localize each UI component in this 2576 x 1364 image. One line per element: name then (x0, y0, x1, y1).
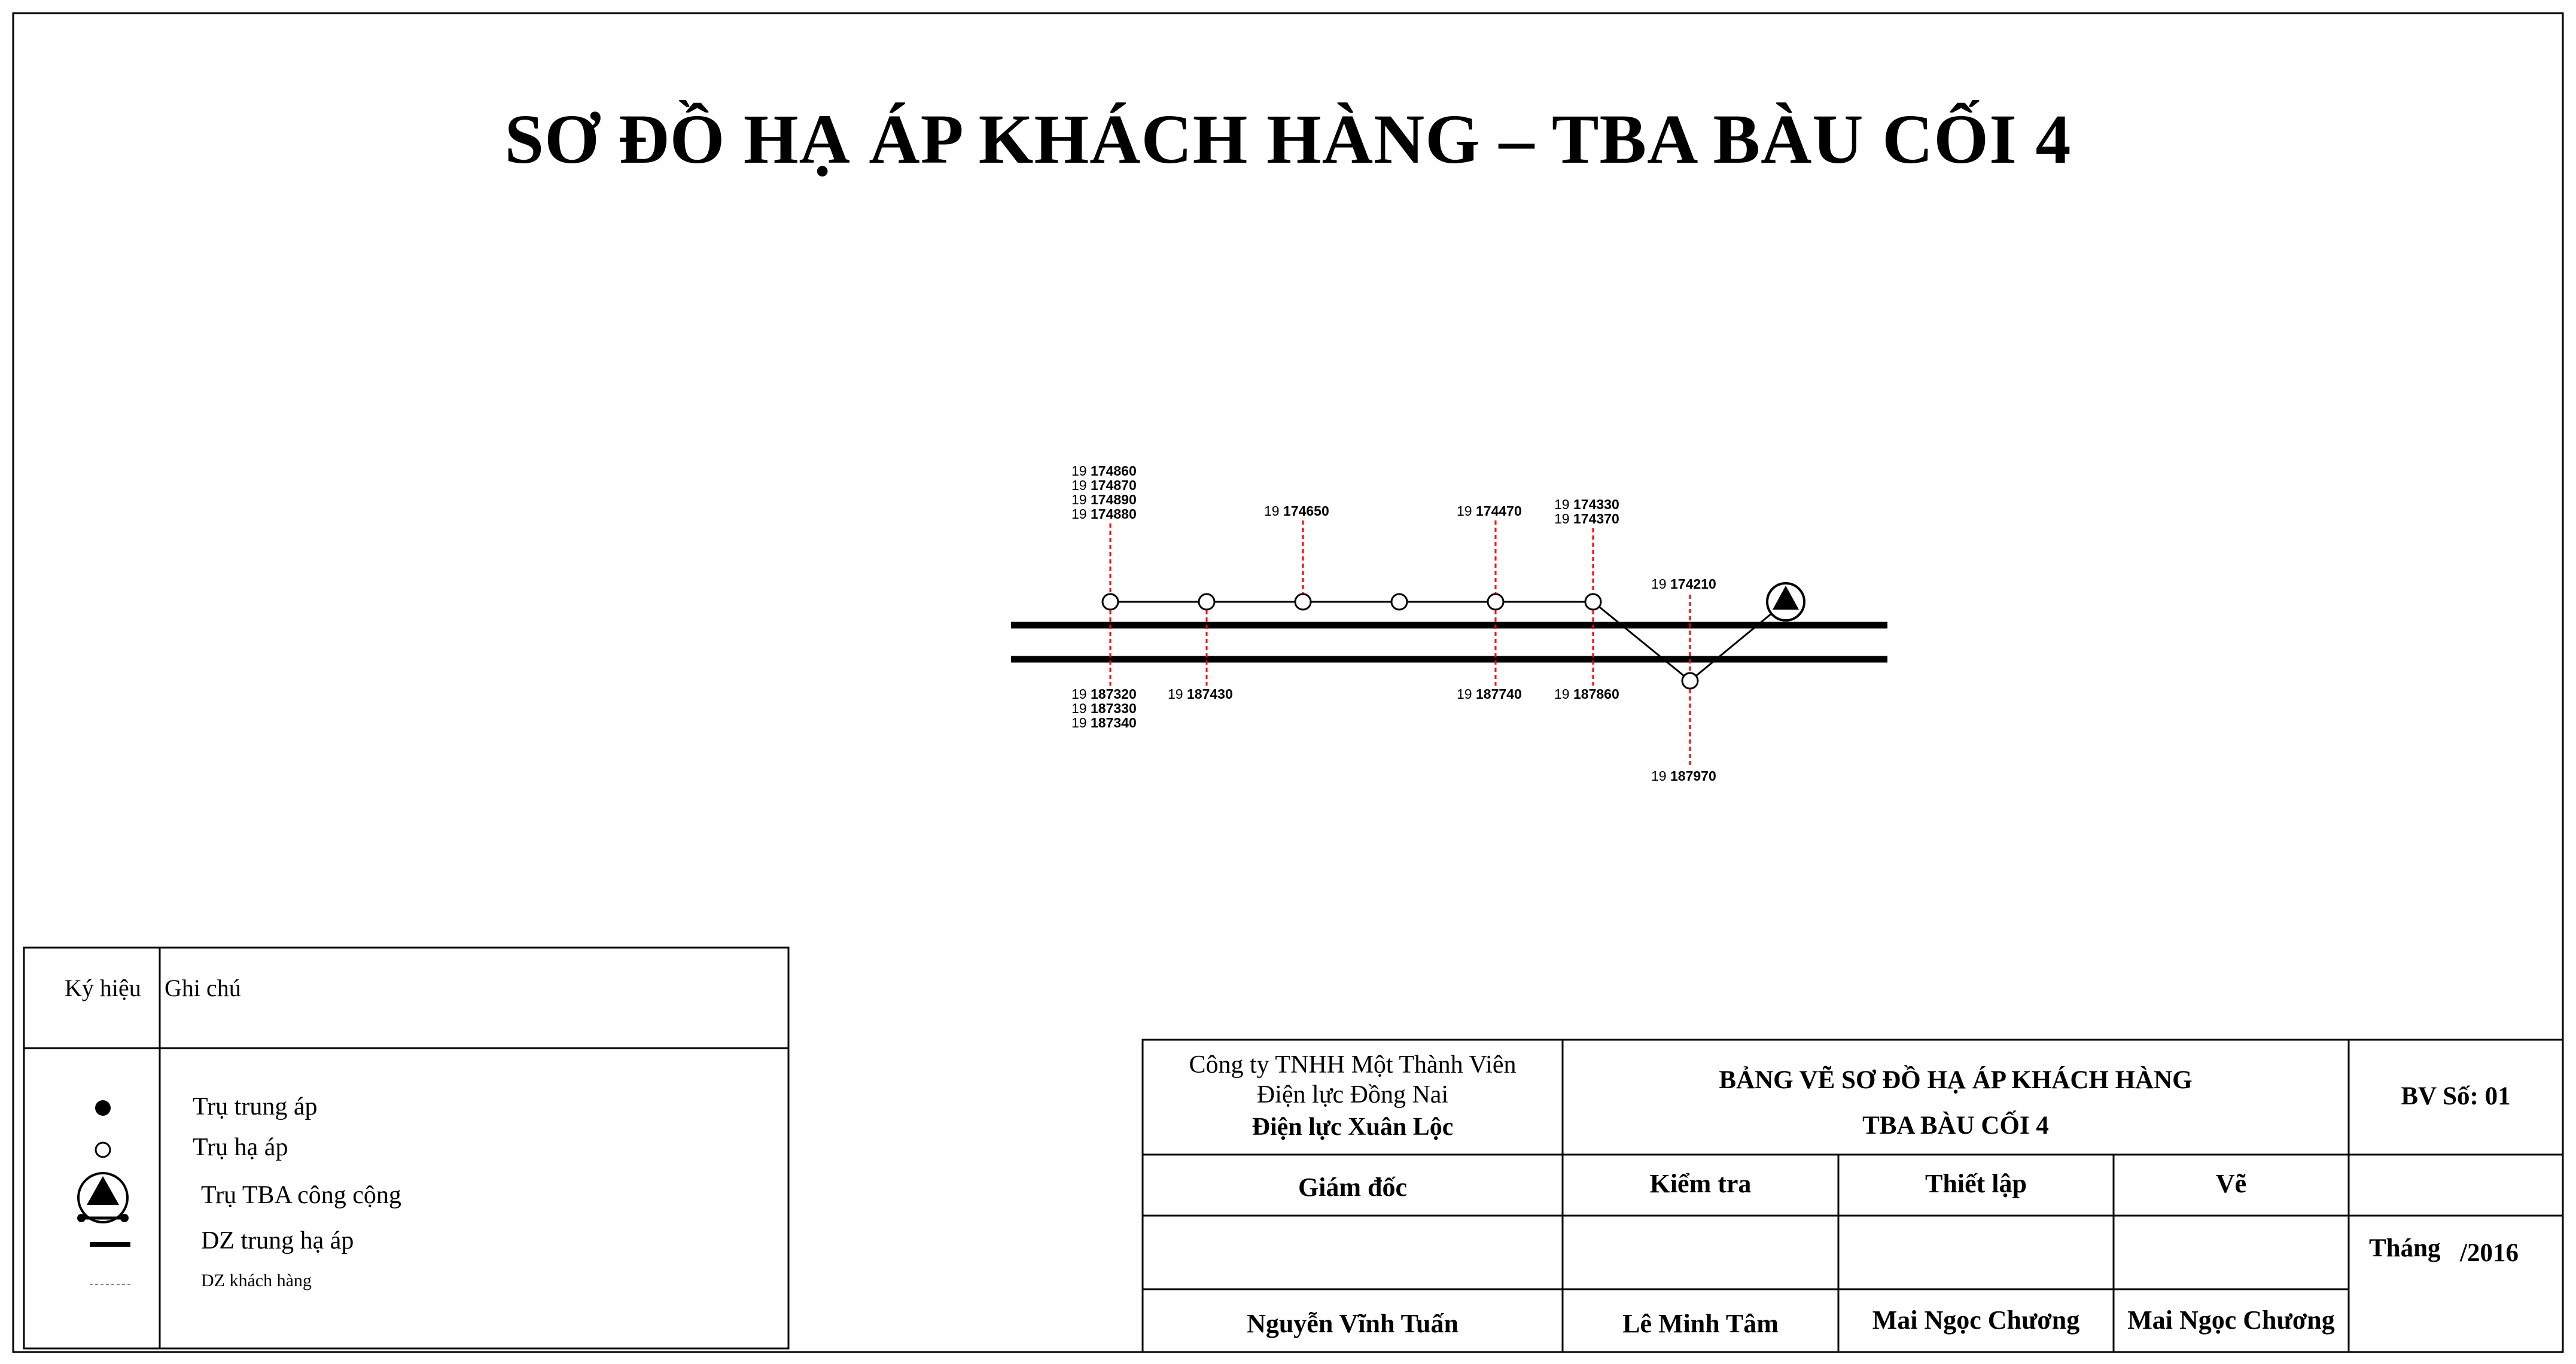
role-setup: Thiết lập (1925, 1168, 2027, 1198)
lower-code-p1-1: 19 187330 (1071, 701, 1137, 716)
legend-item-mv-pole: Trụ trung áp (193, 1093, 318, 1121)
lower-code-p5-0: 19 187740 (1457, 686, 1522, 702)
lv-pole-p6 (1585, 594, 1601, 610)
substation-legend-icon (77, 1173, 129, 1222)
filled-dot-icon (95, 1100, 111, 1116)
lower-code-p1-0: 19 187320 (1071, 686, 1137, 702)
legend-item-mv-lv-line: DZ trung hạ áp (201, 1227, 354, 1255)
legend-header-symbol: Ký hiệu (65, 975, 141, 1001)
lower-code-p2-0: 19 187430 (1168, 686, 1233, 702)
role-draw: Vẽ (2215, 1168, 2247, 1198)
date-month: Tháng (2369, 1234, 2441, 1262)
lv-pole-p2 (1199, 594, 1214, 610)
name-setup: Mai Ngọc Chương (1872, 1305, 2080, 1335)
substation-symbol (1767, 583, 1804, 620)
lower-code-p7-0: 19 187970 (1651, 768, 1716, 784)
name-draw: Mai Ngọc Chương (2127, 1305, 2335, 1335)
upper-code-p1-2: 19 174890 (1071, 492, 1137, 507)
legend-item-substation: Trụ TBA công cộng (201, 1182, 401, 1209)
drawing-title-line2: TBA BÀU CỐI 4 (1862, 1111, 2049, 1140)
date-year: /2016 (2460, 1239, 2519, 1267)
page-title: SƠ ĐỒ HẠ ÁP KHÁCH HÀNG – TBA BÀU CỐI 4 (504, 100, 2072, 178)
upper-code-p3-0: 19 174650 (1264, 503, 1329, 519)
name-check: Lê Minh Tâm (1622, 1308, 1779, 1338)
legend-item-lv-pole: Trụ hạ áp (193, 1134, 288, 1161)
upper-code-p1-0: 19 174860 (1071, 463, 1137, 479)
role-director: Giám đốc (1298, 1172, 1408, 1202)
role-check: Kiểm tra (1649, 1168, 1752, 1198)
name-director: Nguyễn Vĩnh Tuấn (1247, 1308, 1458, 1338)
lower-code-p1-2: 19 187340 (1071, 715, 1137, 730)
legend-item-customer-line: DZ khách hàng (201, 1271, 312, 1290)
company-name: Công ty TNHH Một Thành Viên (1189, 1051, 1517, 1079)
upper-code-p5-0: 19 174470 (1457, 503, 1522, 519)
company-branch: Điện lực Đồng Nai (1256, 1081, 1449, 1109)
legend-table (24, 948, 788, 1348)
drawing-title-line1: BẢNG VẼ SƠ ĐỒ HẠ ÁP KHÁCH HÀNG (1719, 1065, 2193, 1094)
upper-code-p6-0: 19 174330 (1554, 497, 1619, 512)
upper-code-p1-3: 19 174880 (1071, 506, 1137, 522)
upper-code-p1-1: 19 174870 (1071, 477, 1137, 493)
hollow-dot-icon (96, 1143, 110, 1157)
lv-pole-p1 (1103, 594, 1118, 610)
lv-line (1110, 602, 1786, 681)
upper-code-p7-0: 19 174210 (1651, 576, 1716, 592)
upper-code-p6-1: 19 174370 (1554, 511, 1619, 526)
lv-pole-p5 (1488, 594, 1503, 610)
legend-header-note: Ghi chú (165, 975, 241, 1001)
lv-pole-p3 (1295, 594, 1311, 610)
company-unit: Điện lực Xuân Lộc (1252, 1113, 1454, 1141)
single-line-diagram (1011, 463, 1887, 784)
sheet-border (13, 13, 2563, 1352)
lv-pole-p7 (1682, 673, 1698, 689)
lv-pole-p4 (1391, 594, 1407, 610)
lower-code-p6-0: 19 187860 (1554, 686, 1619, 702)
drawing-number: BV Số: 01 (2401, 1082, 2511, 1110)
legend-frame (24, 948, 788, 1348)
